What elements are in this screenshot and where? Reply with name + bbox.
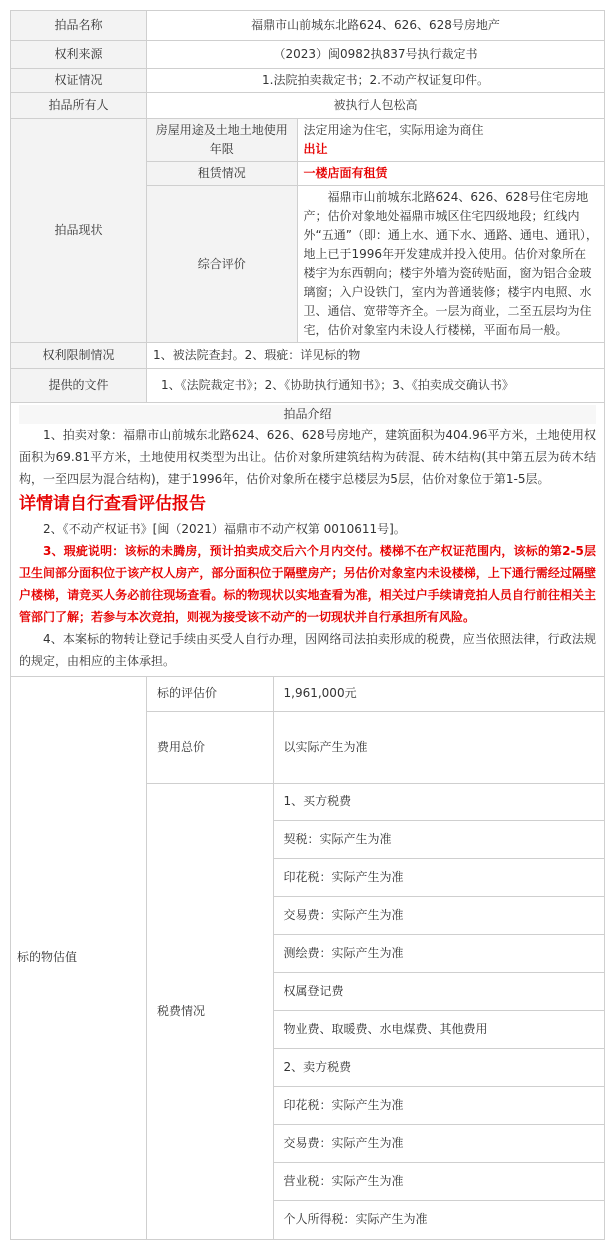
appraisal-value: 1,961,000元: [273, 677, 604, 711]
source-label: 权利来源: [11, 41, 147, 69]
name-label: 拍品名称: [11, 11, 147, 41]
source-value: （2023）闽0982执837号执行裁定书: [147, 41, 605, 69]
tax-item: 交易费：实际产生为准: [274, 897, 605, 935]
eval-label: 综合评价: [147, 186, 297, 343]
usage-extra: 出让: [303, 142, 328, 156]
tax-item: 营业税：实际产生为准: [274, 1163, 605, 1201]
row-docs: [11, 369, 605, 403]
tax-item: 1、买方税费: [274, 784, 605, 821]
tax-item: 测绘费：实际产生为准: [274, 935, 605, 973]
intro-title: 拍品介绍: [19, 405, 596, 424]
total-label: 费用总价: [147, 711, 273, 783]
tax-item: 2、卖方税费: [274, 1049, 605, 1087]
status-label: 拍品现状: [11, 119, 147, 343]
lease-value: 一楼店面有租赁: [297, 162, 604, 186]
docs-label: 提供的文件: [11, 369, 147, 403]
cert-value: 1.法院拍卖裁定书；2.不动产权证复印件。: [147, 69, 605, 93]
name-value: 福鼎市山前城东北路624、626、628号房地产: [147, 11, 605, 41]
intro-highlight: 详情请自行查看评估报告: [19, 494, 206, 514]
tax-item: 印花税：实际产生为准: [274, 859, 605, 897]
main-table: [10, 10, 605, 1240]
row-restrict: [11, 343, 605, 369]
tax-item: 交易费：实际产生为准: [274, 1125, 605, 1163]
tax-item: 印花税：实际产生为准: [274, 1087, 605, 1125]
tax-item: 个人所得税：实际产生为准: [274, 1201, 605, 1239]
appraisal-label: 标的评估价: [147, 677, 273, 711]
row-valuation: [11, 677, 605, 1240]
tax-item: 物业费、取暖费、水电煤费、其他费用: [274, 1011, 605, 1049]
tax-list: [274, 784, 605, 1239]
row-name: [11, 11, 605, 41]
eval-value: 福鼎市山前城东北路624、626、628号住宅房地产；估价对象地处福鼎市城区住宅四级地段；红线内外“五通”（即：通上水、通下水、通路、通电、通讯），地上已于1996年开发建成并投入使用。估价对象所在楼宇为东西朝向；楼宇外墙为瓷砖贴面，窗为铝合金玻璃窗；入户设铁门，室内为普通装修；楼宇内电照、水卫、通信、宽带等齐全。一层为商业，二至五层均为住宅，估价对象室内未设人行楼梯，平面布局一般。: [297, 186, 604, 343]
total-value: 以实际产生为准: [273, 711, 604, 783]
row-intro: [11, 403, 605, 677]
status-subtable: [147, 119, 604, 342]
restrict-value: 1、被法院查封。2、瑕疵：详见标的物: [147, 343, 605, 369]
intro-p2: 2、《不动产权证书》[闽（2021）福鼎市不动产权第 0010611号]。: [43, 522, 406, 536]
lease-label: 租赁情况: [147, 162, 297, 186]
row-cert: [11, 69, 605, 93]
row-source: [11, 41, 605, 69]
usage-label: 房屋用途及土地土地使用年限: [147, 119, 297, 162]
intro-p1: 1、拍卖对象：福鼎市山前城东北路624、626、628号房地产，建筑面积为404.96平方米，土地使用权面积为69.81平方米，土地使用权类型为出让。估价对象所建筑结构为砖混、砖木结构(其中第五层为砖木结构，一至四层为混合结构)，建于1996年，估价对象所在楼宇总楼层为5层，估价对象位于第1-5层。: [19, 428, 596, 486]
docs-value: 1、《法院裁定书》；2、《协助执行通知书》；3、《拍卖成交确认书》: [147, 369, 605, 403]
usage-value: 法定用途为住宅，实际用途为商住: [303, 123, 484, 137]
valuation-subtable: [147, 677, 604, 1239]
intro-p4: 4、本案标的物转让登记手续由买受人自行办理，因网络司法拍卖形成的税费，应当依照法律，行政法规的规定，由相应的主体承担。: [19, 632, 596, 668]
cert-label: 权证情况: [11, 69, 147, 93]
restrict-label: 权利限制情况: [11, 343, 147, 369]
owner-label: 拍品所有人: [11, 93, 147, 119]
auction-detail: [10, 10, 604, 1240]
tax-label: 税费情况: [147, 783, 273, 1239]
row-owner: [11, 93, 605, 119]
owner-value: 被执行人包松高: [147, 93, 605, 119]
valuation-label: 标的物估值: [11, 677, 147, 1240]
row-status: [11, 119, 605, 343]
intro-p3: 3、瑕疵说明：该标的未腾房，预计拍卖成交后六个月内交付。楼梯不在产权证范围内，该标的第2-5层卫生间部分面积位于该产权人房产，部分面积位于隔壁房产；另估价对象室内未设楼梯，上下通行需经过隔壁户楼梯，请竞买人务必前往现场查看。标的物现状以实地查看为准，相关过户手续请竞拍人员自行前往相关主管部门了解；若参与本次竞拍，则视为接受该不动产的一切现状并自行承担所有风险。: [19, 544, 596, 624]
tax-item: 权属登记费: [274, 973, 605, 1011]
tax-item: 契税：实际产生为准: [274, 821, 605, 859]
